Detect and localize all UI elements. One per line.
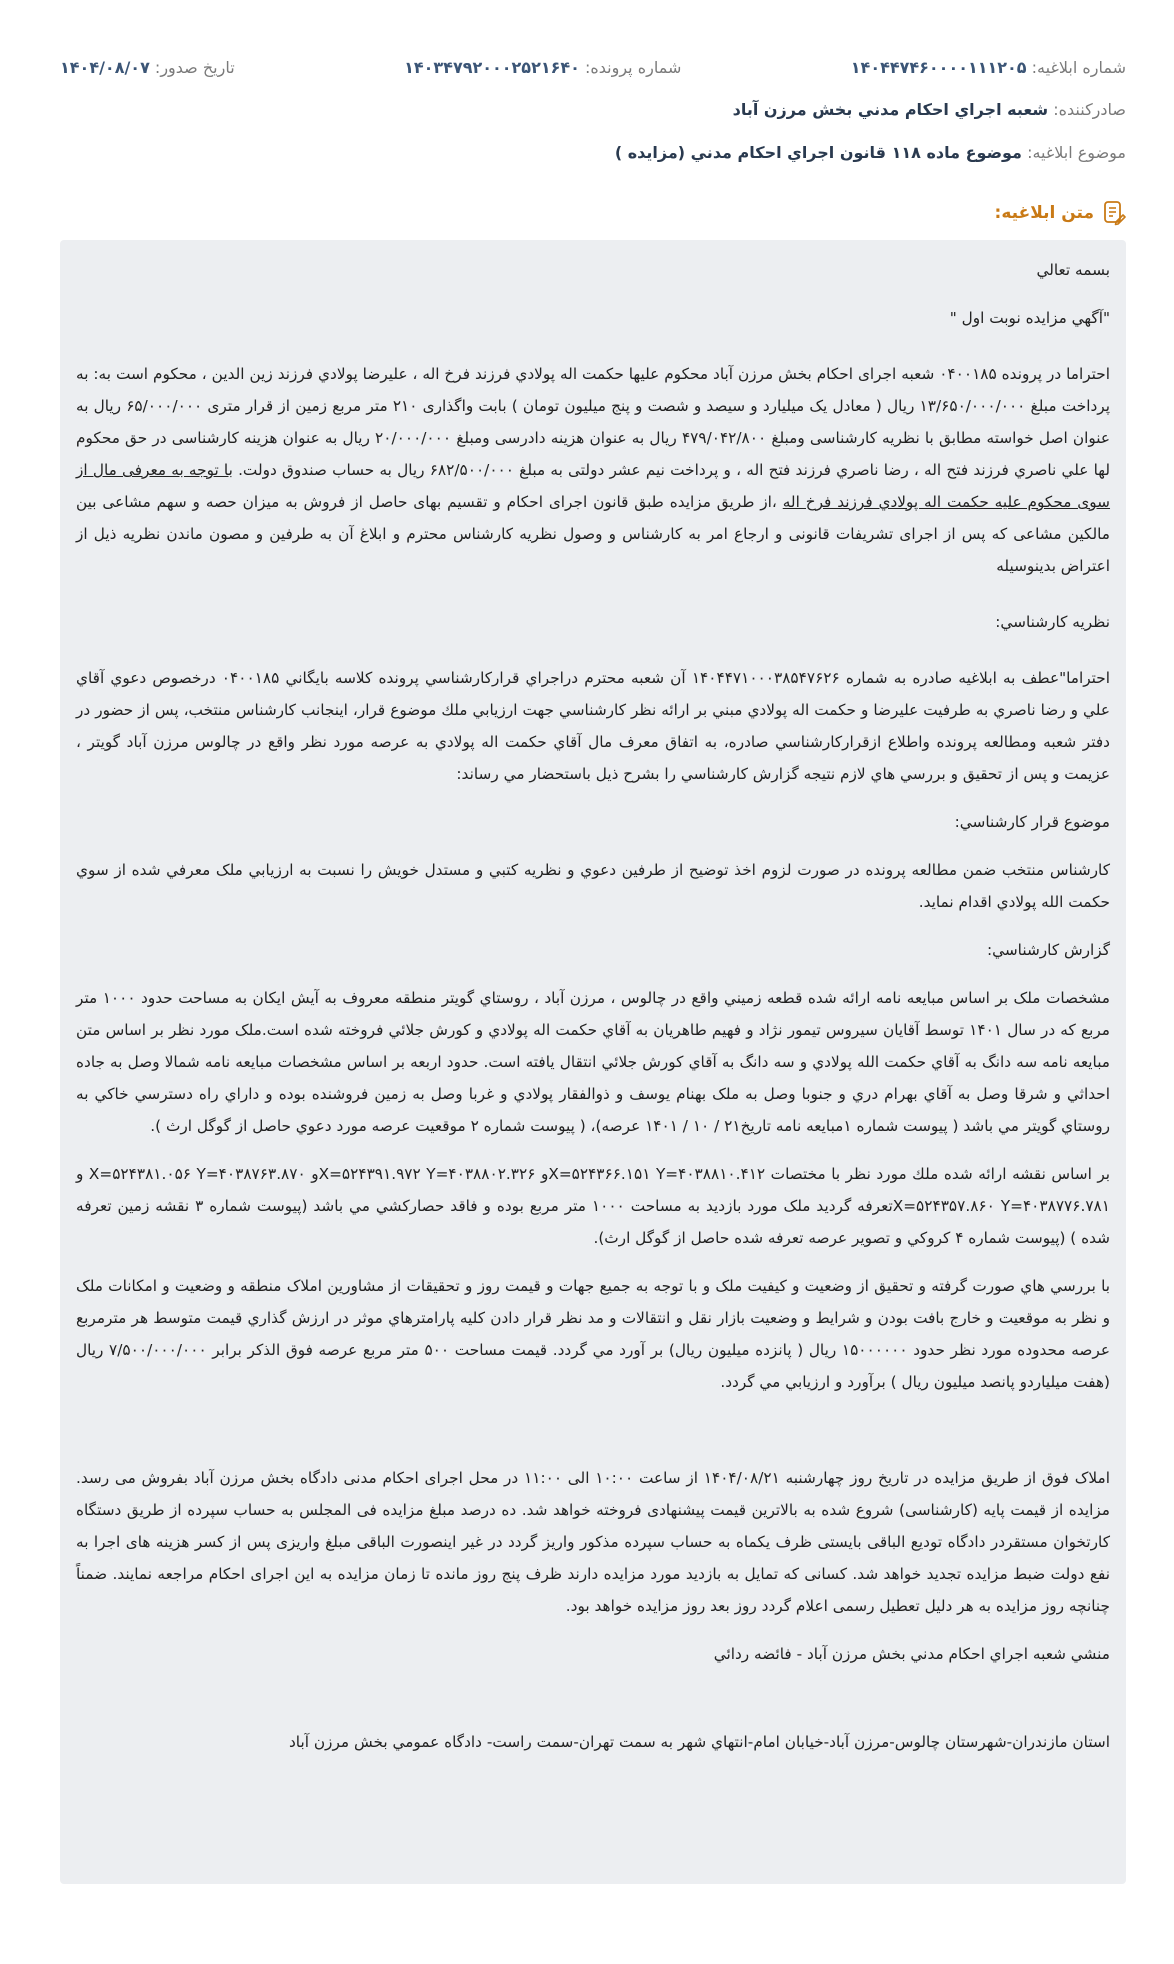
subject-row xyxy=(60,143,1126,162)
execution-paragraph xyxy=(76,358,1110,582)
notice-meta-row xyxy=(60,58,1126,77)
notice-number-value: ۱۴۰۴۴۷۴۶۰۰۰۰۱۱۱۲۰۵ xyxy=(850,58,1027,77)
case-number-label: شماره پرونده: xyxy=(584,58,682,77)
expert-order-paragraph: کارشناس منتخب ضمن مطالعه پرونده در صورت لزوم اخذ توضيح از طرفين دعوي و نظريه کتبي و مستدل خويش را نسبت به ارزيابي ملک معرفي شده از سوي حکمت الله پولادي اقدام نمايد. xyxy=(76,861,1110,911)
case-number-value: ۱۴۰۳۴۷۹۲۰۰۰۲۵۲۱۶۴۰ xyxy=(404,58,580,77)
subject-label: موضوع ابلاغيه: xyxy=(1027,143,1126,162)
issue-date-value: ۱۴۰۴/۰۸/۰۷ xyxy=(60,58,150,77)
notice-number-field xyxy=(851,58,1126,77)
salutation: بسمه تعالي xyxy=(1036,261,1110,279)
issue-date-field xyxy=(60,58,235,77)
issue-date-label: تاريخ صدور: xyxy=(154,58,235,77)
auction-title: "آگهي مزايده نوبت اول " xyxy=(949,309,1110,327)
expert-order-heading: موضوع قرار کارشناسي: xyxy=(954,813,1110,831)
execution-underlined-text: با توجه به معرفی مال از سوی محکوم علیه حکمت اله پولادي فرزند فرخ اله xyxy=(76,461,1111,511)
document-edit-icon xyxy=(1102,200,1126,226)
property-spec-paragraph: مشخصات ملک بر اساس مبايعه نامه ارائه شده قطعه زميني واقع در چالوس ، مرزن آباد ، روستاي گويتر منطقه معروف به آيش ايکان به مساحت حدود ۱۰۰۰ متر مربع که در سال ۱۴۰۱ توسط آقايان سيروس تيمور نژاد و فهيم طاهريان به آقاي حکمت اله پولادي و کورش جلائي فروخته شده است.ملک مورد نظر بر اساس متن مبايعه نامه سه دانگ به آقاي حکمت الله پولادي و سه دانگ به آقاي کورش جلائي انتقال يافته است. حدود اربعه بر اساس مشخصات مبايعه نامه شمالا وصل به جاده احداثي و شرقا وصل به آقاي بهرام دري و جنوبا وصل به ملک بهنام يوسف و ذوالفقار پولادي و غربا وصل به زمين فروشنده بوده و داراي راه دسترسي خاکي به روستاي گويتر مي باشد ( پيوست شماره ۱مبايعه نامه تاريخ۲۱ / ۱۰ / ۱۴۰۱ عرصه)، ( پيوست شماره ۲ موقعيت عرصه مورد دعوي حاصل از گوگل ارث ). xyxy=(76,989,1110,1135)
expert-opinion-paragraph: احتراما"عطف به ابلاغيه صادره به شماره ۱۴۰۴۴۷۱۰۰۰۳۸۵۴۷۶۲۶ آن شعبه محترم دراجراي قرارکارشناسي پرونده کلاسه بايگاني ۰۴۰۰۱۸۵ درخصوص دعوي آقاي علي و رضا ناصري به طرفيت عليرضا و حکمت اله پولادي مبني بر ارائه نظر کارشناسي جهت ارزيابي ملك موضوع قرار، اينجانب کارشناس منتخب، پس از حضور در دفتر شعبه ومطالعه پرونده واطلاع ازقرارکارشناسي صادره، به اتفاق معرف مال آقاي حکمت اله پولادي به عرصه مورد نظر واقع در چالوس مرزن آباد گويتر ، عزيمت و پس از تحقيق و بررسي هاي لازم نتيجه گزارش کارشناسي را بشرح ذيل باستحضار مي رساند: xyxy=(76,669,1110,783)
expert-opinion-heading: نظريه کارشناسي: xyxy=(995,613,1110,631)
auction-terms-paragraph: املاک فوق از طریق مزایده در تاریخ روز چهارشنبه ۱۴۰۴/۰۸/۲۱ از ساعت ۱۰:۰۰ الی ۱۱:۰۰ در محل اجرای احکام مدنی دادگاه بخش مرزن آباد بفروش می رسد. مزایده از قیمت پایه (کارشناسی) شروع شده به بالاترین قیمت پیشنهادی فروخته خواهد شد. ده درصد مبلغ مزایده فی المجلس به حساب سپرده از طریق دستگاه کارتخوان مستقردر دادگاه تودیع الباقی بایستی ظرف یکماه به حساب سپرده مذکور واریز گردد در غیر اینصورت الباقی مبلغ واریزی پس از کسر هزینه های اجرا به نفع دولت ضبط مزایده تجدید خواهد شد. کسانی که تمایل به بازدید مورد مزایده دارند ظرف پنج روز مانده تا زمان مزایده به این اجرای احکام مراجعه نمایند. ضمناً چنانچه روز مزایده به هر دلیل تعطیل رسمی اعلام گردد روز بعد روز مزایده خواهد بود. xyxy=(76,1469,1110,1615)
court-address: استان مازندران-شهرستان چالوس-مرزن آباد-خيابان امام-انتهاي شهر به سمت تهران-سمت راست- دادگاه عمومي بخش مرزن آباد xyxy=(288,1733,1110,1751)
execution-text-cont: ،از طریق مزایده طبق قانون اجرای احکام و تقسیم بهای حاصل از فروش به میزان حصه و سهم مشاعی بین مالکین مشاعی که پس از اجرای تشریفات قانونی و ارجاع امر به کارشناس و وصول نظریه کارشناس محترم و ابلاغ آن به طرفین و مصون ماندن نظریه ذیل از اعتراض بدینوسیله xyxy=(76,493,1110,575)
notice-text-title: متن ابلاغيه: xyxy=(994,203,1094,223)
execution-text: احتراما در پرونده ۰۴۰۰۱۸۵ شعبه اجرای احکام بخش مرزن آباد محکوم علیها حکمت اله پولادي فرزند فرخ اله ، علیرضا پولادي فرزند زین الدین ، محکوم است به: به پرداخت مبلغ ۱۳/۶۵۰/۰۰۰/۰۰۰ ریال ( معادل یک میلیارد و سیصد و شصت و پنج میلیون تومان ) بابت واگذاری ۲۱۰ متر مربع زمین از قرار متری ۶۵/۰۰۰/۰۰۰ ریال به عنوان اصل خواسته مطابق با نظریه کارشناسی ومبلغ ۴۷۹/۰۴۲/۸۰۰ ریال به عنوان هزینه دادرسی ومبلغ ۲۰/۰۰۰/۰۰۰ ریال به عنوان هزینه کارشناسی در حق محکوم لها علي ناصري فرزند فتح اله ، رضا ناصري فرزند فتح اله ، و پرداخت نیم عشر دولتی به مبلغ ۶۸۲/۵۰۰/۰۰۰ ریال به حساب صندوق دولت. xyxy=(76,365,1111,479)
clerk-signature: منشي شعبه اجراي احکام مدني بخش مرزن آباد - فائضه ردائي xyxy=(713,1645,1110,1663)
coordinates-paragraph: بر اساس نقشه ارائه شده ملك مورد نظر با مختصات X=۵۲۴۳۶۶.۱۵۱ Y=۴۰۳۸۸۱۰.۴۱۲و X=۵۲۴۳۹۱.۹۷۲ Y=۴۰۳۸۸۰۲.۳۲۶و X=۵۲۴۳۸۱.۰۵۶ Y=۴۰۳۸۷۶۳.۸۷۰ و X=۵۲۴۳۵۷.۸۶۰ Y=۴۰۳۸۷۷۶.۷۸۱تعرفه گرديد ملک مورد بازديد به مساحت ۱۰۰۰ متر مربع بوده و فاقد حصارکشي مي باشد (پيوست شماره ۳ نقشه زمين تعرفه شده ) (پيوست شماره ۴ کروکي و تصوير عرصه تعرفه شده حاصل از گوگل ارث). xyxy=(76,1165,1111,1247)
subject-value: موضوع ماده ۱۱۸ قانون اجراي احکام مدني (مزايده ) xyxy=(614,143,1022,162)
issuer-row xyxy=(60,100,1126,119)
notice-text-heading xyxy=(995,200,1126,226)
issuer-value: شعبه اجراي احکام مدني بخش مرزن آباد xyxy=(732,100,1049,119)
notice-body xyxy=(60,240,1126,1884)
notice-number-label: شماره ابلاغيه: xyxy=(1031,58,1126,77)
valuation-paragraph: با بررسي هاي صورت گرفته و تحقيق از وضعيت و کيفيت ملک و با توجه به جميع جهات و قيمت روز و تحقيقات از مشاورين املاک منطقه و وضعيت و امکانات ملک و نظر به موقعيت و خارج بافت بودن و شرايط و وضعيت بازار نقل و انتقالات و مد نظر قرار دادن کليه پارامترهاي موثر در ارزش گذاري قيمت متوسط هر مترمربع عرصه محدوده مورد نظر حدود ۱۵۰۰۰۰۰۰ ريال ( پانزده ميليون ريال) بر آورد مي گردد. قيمت مساحت ۵۰۰ متر مربع عرصه فوق الذکر برابر ۷/۵۰۰/۰۰۰/۰۰۰ ريال (هفت ميلياردو پانصد ميليون ريال ) برآورد و ارزيابي مي گردد. xyxy=(76,1277,1110,1391)
expert-report-heading: گزارش کارشناسي: xyxy=(986,941,1110,959)
case-number-field xyxy=(404,58,681,77)
issuer-label: صادرکننده: xyxy=(1053,100,1126,119)
